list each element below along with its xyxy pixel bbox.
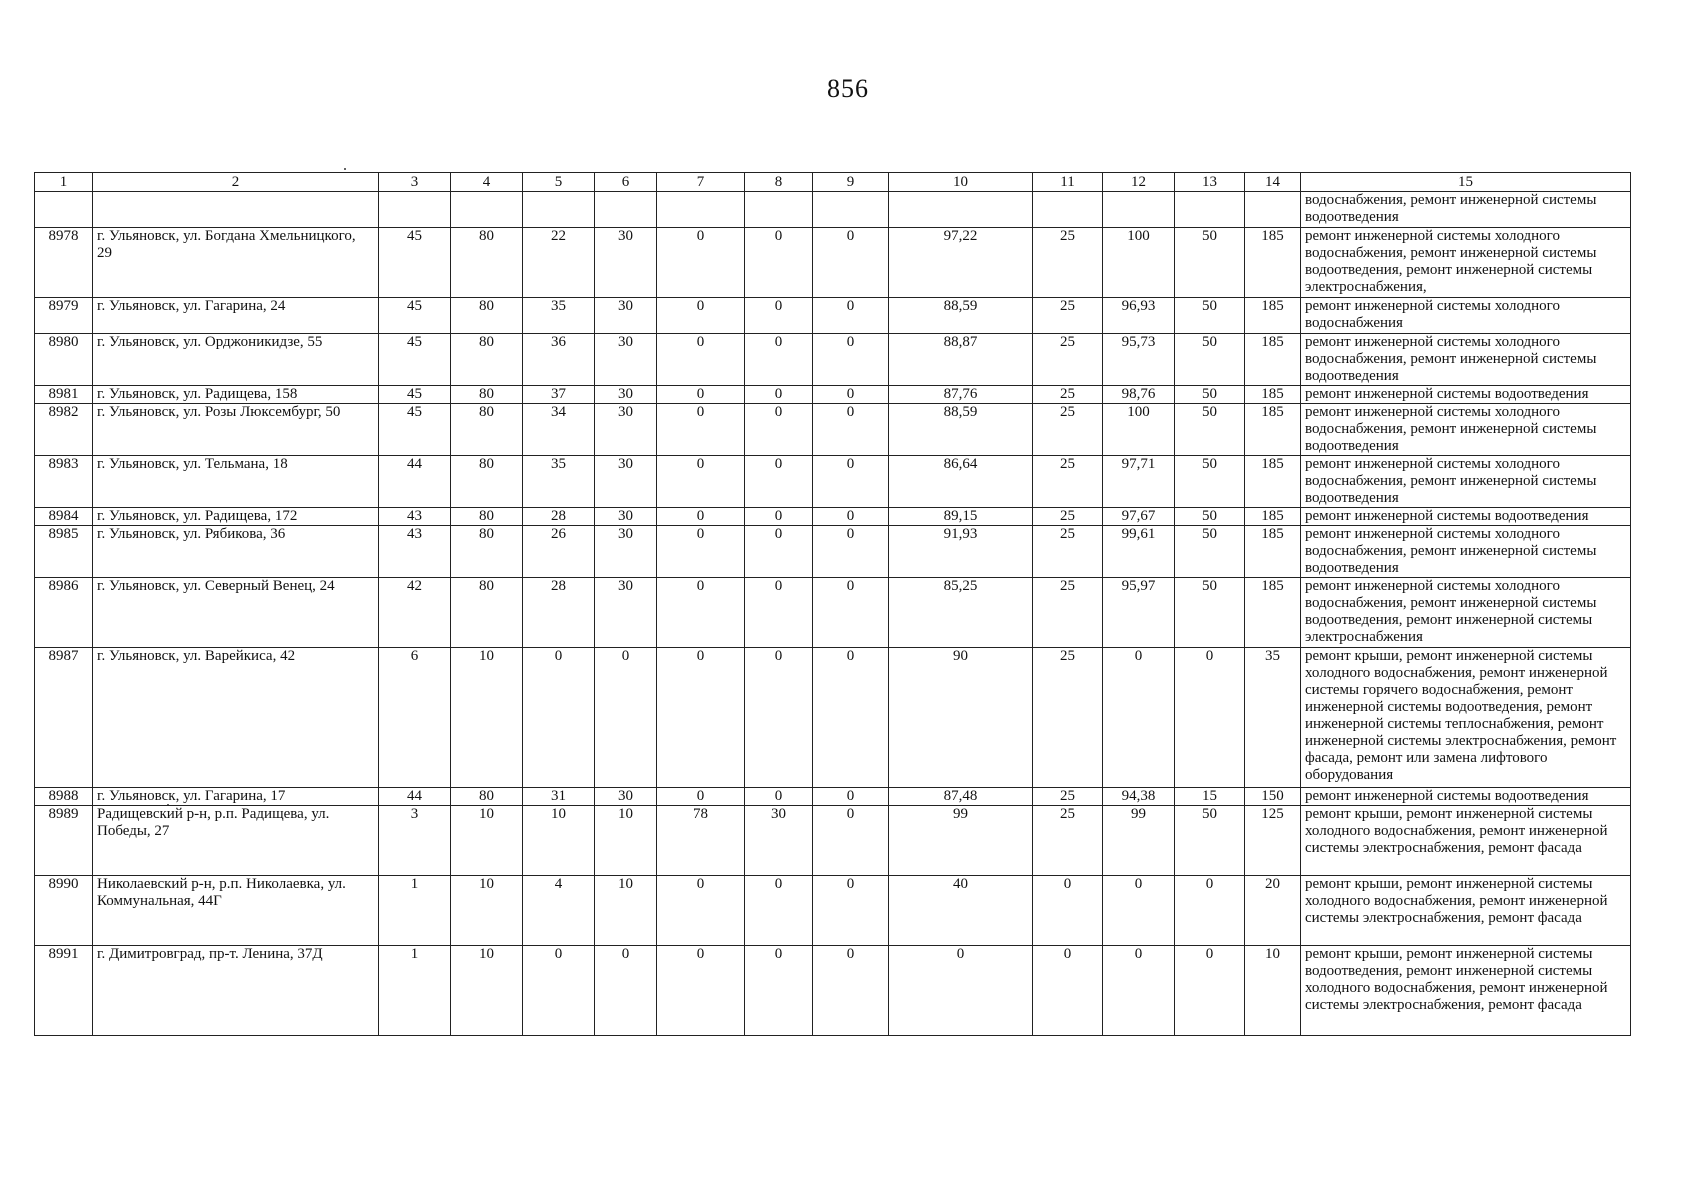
address-cell: Николаевский р-н, р.п. Николаевка, ул. Коммунальная, 44Г [93,876,379,946]
value-cell: 0 [1033,876,1103,946]
value-cell: 0 [1175,946,1245,1036]
value-cell: 40 [889,876,1033,946]
column-number-cell: 9 [813,173,889,192]
value-cell: 100 [1103,404,1175,456]
value-cell: 35 [523,456,595,508]
value-cell: 0 [813,876,889,946]
value-cell: 25 [1033,526,1103,578]
value-cell: 0 [813,578,889,648]
value-cell: 50 [1175,578,1245,648]
value-cell: 30 [595,508,657,526]
column-number-cell: 5 [523,173,595,192]
value-cell: 25 [1033,334,1103,386]
address-cell: г. Ульяновск, ул. Северный Венец, 24 [93,578,379,648]
work-cell: ремонт инженерной системы холодного водоснабжения [1301,298,1631,334]
value-cell: 89,15 [889,508,1033,526]
value-cell: 25 [1033,648,1103,788]
address-cell: г. Ульяновск, ул. Гагарина, 24 [93,298,379,334]
table-row [35,526,1631,578]
value-cell: 20 [1245,876,1301,946]
table-row [35,334,1631,386]
value-cell: 0 [813,946,889,1036]
value-cell: 0 [657,526,745,578]
page-number: 856 [827,74,869,103]
row-id-cell: 8990 [35,876,93,946]
value-cell: 50 [1175,526,1245,578]
value-cell: 125 [1245,806,1301,876]
row-id-cell: 8986 [35,578,93,648]
empty-cell [1103,192,1175,228]
value-cell: 0 [657,876,745,946]
value-cell: 10 [1245,946,1301,1036]
value-cell: 31 [523,788,595,806]
table-row [35,456,1631,508]
empty-cell [1175,192,1245,228]
empty-cell [1245,192,1301,228]
value-cell: 0 [657,508,745,526]
value-cell: 25 [1033,386,1103,404]
work-cell: ремонт инженерной системы холодного водоснабжения, ремонт инженерной системы водоотведения [1301,334,1631,386]
value-cell: 50 [1175,334,1245,386]
row-id-cell: 8984 [35,508,93,526]
value-cell: 43 [379,508,451,526]
value-cell: 185 [1245,456,1301,508]
value-cell: 185 [1245,508,1301,526]
work-cell: ремонт инженерной системы холодного водоснабжения, ремонт инженерной системы водоотведения [1301,456,1631,508]
value-cell: 35 [1245,648,1301,788]
table-row [35,578,1631,648]
value-cell: 3 [379,806,451,876]
value-cell: 0 [813,806,889,876]
table-row [35,386,1631,404]
value-cell: 150 [1245,788,1301,806]
value-cell: 0 [745,876,813,946]
address-cell: г. Ульяновск, ул. Варейкиса, 42 [93,648,379,788]
value-cell: 95,73 [1103,334,1175,386]
value-cell: 35 [523,298,595,334]
row-id-cell: 8989 [35,806,93,876]
value-cell: 6 [379,648,451,788]
value-cell: 28 [523,578,595,648]
row-id-cell: 8991 [35,946,93,1036]
value-cell: 185 [1245,298,1301,334]
work-cell: ремонт крыши, ремонт инженерной системы водоотведения, ремонт инженерной системы холодного водоснабжения, ремонт инженерной системы электроснабжения, ремонт фасада [1301,946,1631,1036]
address-cell: г. Ульяновск, ул. Рябикова, 36 [93,526,379,578]
value-cell: 80 [451,508,523,526]
value-cell: 0 [813,334,889,386]
value-cell: 44 [379,456,451,508]
value-cell: 30 [595,404,657,456]
value-cell: 0 [745,648,813,788]
value-cell: 45 [379,404,451,456]
value-cell: 45 [379,298,451,334]
value-cell: 0 [523,648,595,788]
row-id-cell: 8980 [35,334,93,386]
value-cell: 0 [745,298,813,334]
column-number-cell: 13 [1175,173,1245,192]
value-cell: 50 [1175,386,1245,404]
work-cell: ремонт инженерной системы холодного водоснабжения, ремонт инженерной системы водоотведения, ремонт инженерной системы электроснабжения [1301,578,1631,648]
value-cell: 0 [813,526,889,578]
continuation-row [35,192,1631,228]
table-row [35,298,1631,334]
row-id-cell: 8981 [35,386,93,404]
value-cell: 0 [813,508,889,526]
table-row [35,876,1631,946]
value-cell: 10 [523,806,595,876]
value-cell: 80 [451,456,523,508]
value-cell: 0 [745,946,813,1036]
value-cell: 0 [745,334,813,386]
value-cell: 0 [657,456,745,508]
value-cell: 25 [1033,578,1103,648]
empty-cell [1033,192,1103,228]
value-cell: 97,71 [1103,456,1175,508]
column-number-cell: 8 [745,173,813,192]
value-cell: 50 [1175,228,1245,298]
value-cell: 30 [595,456,657,508]
empty-cell [35,192,93,228]
work-cell: ремонт инженерной системы водоотведения [1301,508,1631,526]
value-cell: 0 [889,946,1033,1036]
work-cell: ремонт крыши, ремонт инженерной системы холодного водоснабжения, ремонт инженерной системы горячего водоснабжения, ремонт инженерной системы водоотведения, ремонт инженерной системы теплоснабжения, ремонт инженерной системы электроснабжения, ремонт фасада, ремонт или замена лифтового оборудования [1301,648,1631,788]
value-cell: 30 [745,806,813,876]
address-cell: г. Ульяновск, ул. Радищева, 172 [93,508,379,526]
value-cell: 80 [451,298,523,334]
value-cell: 25 [1033,298,1103,334]
scan-speck [344,168,346,170]
work-cell: ремонт крыши, ремонт инженерной системы холодного водоснабжения, ремонт инженерной системы электроснабжения, ремонт фасада [1301,876,1631,946]
value-cell: 0 [745,404,813,456]
value-cell: 50 [1175,404,1245,456]
value-cell: 10 [451,876,523,946]
table-row [35,648,1631,788]
value-cell: 0 [745,456,813,508]
value-cell: 80 [451,526,523,578]
value-cell: 90 [889,648,1033,788]
value-cell: 97,67 [1103,508,1175,526]
value-cell: 88,59 [889,404,1033,456]
empty-cell [93,192,379,228]
address-cell: г. Ульяновск, ул. Радищева, 158 [93,386,379,404]
value-cell: 0 [1103,946,1175,1036]
value-cell: 1 [379,876,451,946]
table-row [35,806,1631,876]
value-cell: 45 [379,334,451,386]
value-cell: 0 [657,648,745,788]
value-cell: 0 [1103,876,1175,946]
value-cell: 0 [657,946,745,1036]
value-cell: 0 [813,788,889,806]
value-cell: 0 [745,386,813,404]
value-cell: 25 [1033,404,1103,456]
column-number-row [35,173,1631,192]
row-id-cell: 8982 [35,404,93,456]
value-cell: 0 [657,578,745,648]
value-cell: 0 [1033,946,1103,1036]
value-cell: 10 [451,806,523,876]
table-row [35,946,1631,1036]
column-number-cell: 12 [1103,173,1175,192]
value-cell: 98,76 [1103,386,1175,404]
table-row [35,508,1631,526]
address-cell: г. Ульяновск, ул. Богдана Хмельницкого, 29 [93,228,379,298]
value-cell: 0 [657,298,745,334]
value-cell: 0 [813,228,889,298]
value-cell: 30 [595,334,657,386]
value-cell: 88,87 [889,334,1033,386]
value-cell: 30 [595,386,657,404]
column-number-cell: 15 [1301,173,1631,192]
value-cell: 0 [813,404,889,456]
value-cell: 0 [745,788,813,806]
value-cell: 87,48 [889,788,1033,806]
value-cell: 94,38 [1103,788,1175,806]
row-id-cell: 8985 [35,526,93,578]
value-cell: 86,64 [889,456,1033,508]
value-cell: 10 [595,806,657,876]
value-cell: 100 [1103,228,1175,298]
value-cell: 0 [813,648,889,788]
value-cell: 99 [889,806,1033,876]
value-cell: 36 [523,334,595,386]
value-cell: 185 [1245,404,1301,456]
work-cell: ремонт инженерной системы холодного водоснабжения, ремонт инженерной системы водоотведения, ремонт инженерной системы электроснабжения, [1301,228,1631,298]
value-cell: 0 [595,648,657,788]
value-cell: 87,76 [889,386,1033,404]
column-number-cell: 14 [1245,173,1301,192]
value-cell: 30 [595,228,657,298]
value-cell: 0 [813,298,889,334]
empty-cell [745,192,813,228]
value-cell: 0 [657,386,745,404]
value-cell: 42 [379,578,451,648]
value-cell: 30 [595,526,657,578]
value-cell: 15 [1175,788,1245,806]
value-cell: 0 [1175,648,1245,788]
column-number-cell: 4 [451,173,523,192]
value-cell: 185 [1245,578,1301,648]
row-id-cell: 8978 [35,228,93,298]
value-cell: 0 [523,946,595,1036]
empty-cell [657,192,745,228]
value-cell: 45 [379,386,451,404]
value-cell: 30 [595,788,657,806]
value-cell: 4 [523,876,595,946]
address-cell: г. Ульяновск, ул. Тельмана, 18 [93,456,379,508]
empty-cell [523,192,595,228]
column-number-cell: 1 [35,173,93,192]
value-cell: 88,59 [889,298,1033,334]
work-cell: ремонт инженерной системы водоотведения [1301,788,1631,806]
address-cell: г. Ульяновск, ул. Гагарина, 17 [93,788,379,806]
empty-cell [813,192,889,228]
value-cell: 50 [1175,806,1245,876]
address-cell: г. Ульяновск, ул. Орджоникидзе, 55 [93,334,379,386]
value-cell: 99 [1103,806,1175,876]
column-number-cell: 6 [595,173,657,192]
value-cell: 97,22 [889,228,1033,298]
value-cell: 26 [523,526,595,578]
value-cell: 80 [451,404,523,456]
table-body [35,173,1631,1036]
value-cell: 25 [1033,456,1103,508]
address-cell: г. Димитровград, пр-т. Ленина, 37Д [93,946,379,1036]
value-cell: 1 [379,946,451,1036]
value-cell: 37 [523,386,595,404]
value-cell: 10 [451,946,523,1036]
value-cell: 10 [595,876,657,946]
work-cell: водоснабжения, ремонт инженерной системы водоотведения [1301,192,1631,228]
value-cell: 34 [523,404,595,456]
value-cell: 0 [657,228,745,298]
value-cell: 185 [1245,526,1301,578]
value-cell: 50 [1175,456,1245,508]
row-id-cell: 8988 [35,788,93,806]
value-cell: 0 [745,578,813,648]
value-cell: 25 [1033,788,1103,806]
value-cell: 185 [1245,228,1301,298]
table-row [35,788,1631,806]
value-cell: 44 [379,788,451,806]
value-cell: 80 [451,334,523,386]
value-cell: 22 [523,228,595,298]
value-cell: 0 [657,404,745,456]
value-cell: 0 [595,946,657,1036]
value-cell: 0 [745,228,813,298]
value-cell: 0 [1175,876,1245,946]
work-cell: ремонт инженерной системы холодного водоснабжения, ремонт инженерной системы водоотведения [1301,526,1631,578]
value-cell: 0 [657,788,745,806]
row-id-cell: 8987 [35,648,93,788]
table-row [35,228,1631,298]
work-cell: ремонт инженерной системы водоотведения [1301,386,1631,404]
row-id-cell: 8979 [35,298,93,334]
value-cell: 80 [451,578,523,648]
value-cell: 99,61 [1103,526,1175,578]
address-cell: Радищевский р-н, р.п. Радищева, ул. Победы, 27 [93,806,379,876]
column-number-cell: 10 [889,173,1033,192]
capital-repair-table [34,172,1631,1036]
value-cell: 50 [1175,298,1245,334]
empty-cell [379,192,451,228]
value-cell: 78 [657,806,745,876]
value-cell: 28 [523,508,595,526]
table-row [35,404,1631,456]
value-cell: 0 [1103,648,1175,788]
value-cell: 25 [1033,806,1103,876]
value-cell: 80 [451,788,523,806]
value-cell: 43 [379,526,451,578]
value-cell: 80 [451,386,523,404]
work-cell: ремонт крыши, ремонт инженерной системы холодного водоснабжения, ремонт инженерной системы электроснабжения, ремонт фасада [1301,806,1631,876]
value-cell: 185 [1245,386,1301,404]
column-number-cell: 3 [379,173,451,192]
value-cell: 0 [745,526,813,578]
value-cell: 85,25 [889,578,1033,648]
empty-cell [889,192,1033,228]
column-number-cell: 11 [1033,173,1103,192]
value-cell: 25 [1033,228,1103,298]
empty-cell [451,192,523,228]
value-cell: 50 [1175,508,1245,526]
value-cell: 80 [451,228,523,298]
value-cell: 0 [657,334,745,386]
value-cell: 185 [1245,334,1301,386]
column-number-cell: 2 [93,173,379,192]
value-cell: 10 [451,648,523,788]
value-cell: 0 [745,508,813,526]
value-cell: 30 [595,578,657,648]
column-number-cell: 7 [657,173,745,192]
work-cell: ремонт инженерной системы холодного водоснабжения, ремонт инженерной системы водоотведения [1301,404,1631,456]
value-cell: 30 [595,298,657,334]
empty-cell [595,192,657,228]
value-cell: 95,97 [1103,578,1175,648]
address-cell: г. Ульяновск, ул. Розы Люксембург, 50 [93,404,379,456]
row-id-cell: 8983 [35,456,93,508]
value-cell: 25 [1033,508,1103,526]
value-cell: 0 [813,386,889,404]
value-cell: 0 [813,456,889,508]
value-cell: 91,93 [889,526,1033,578]
value-cell: 45 [379,228,451,298]
value-cell: 96,93 [1103,298,1175,334]
